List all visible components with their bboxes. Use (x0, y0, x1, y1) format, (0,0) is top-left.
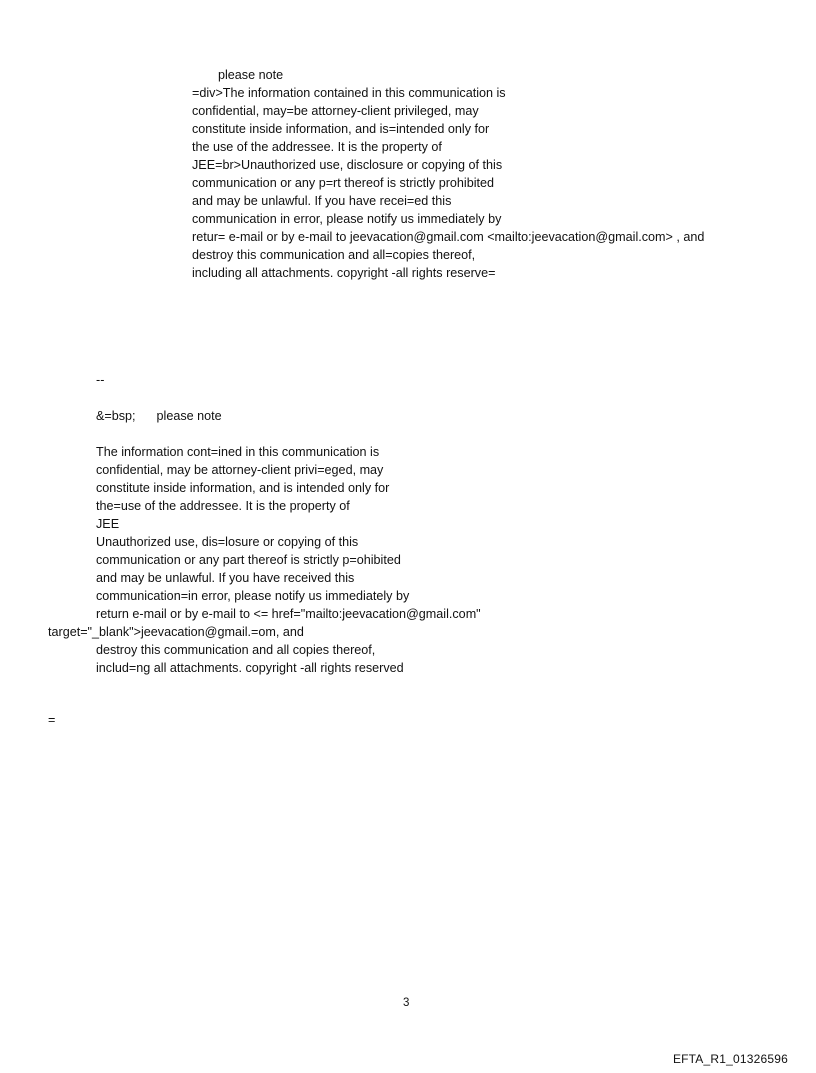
block2-line: JEE (96, 517, 120, 531)
block1-line: and may be unlawful. If you have recei=ed this (192, 194, 452, 208)
block1-line: the use of the addressee. It is the property of (192, 140, 442, 154)
signature-separator: -- (96, 373, 105, 387)
document-id: EFTA_R1_01326596 (672, 1052, 788, 1066)
block1-line-email: retur= e-mail or by e-mail to jeevacation@gmail.com <mailto:jeevacation@gmail.com> , and (192, 230, 705, 244)
block2-line: communication=in error, please notify us immediately by (96, 589, 410, 603)
block1-line: communication or any p=rt thereof is strictly prohibited (192, 176, 495, 190)
block2-line-email-target: target="_blank">jeevacation@gmail.=om, and (48, 625, 304, 639)
block2-line-email: return e-mail or by e-mail to <= href="mailto:jeevacation@gmail.com" (96, 607, 481, 621)
block1-line: JEE=br>Unauthorized use, disclosure or copying of this (192, 158, 503, 172)
block2-line: the=use of the addressee. It is the property of (96, 499, 350, 513)
block2-line: constitute inside information, and is intended only for (96, 481, 390, 495)
block1-line: please note (218, 68, 284, 82)
block2-line: destroy this communication and all copies thereof, (96, 643, 376, 657)
page-number: 3 (403, 997, 410, 1009)
block2-line: communication or any part thereof is strictly p=ohibited (96, 553, 401, 567)
block1-line: destroy this communication and all=copies thereof, (192, 248, 476, 262)
block2-line: includ=ng all attachments. copyright -all rights reserved (96, 661, 404, 675)
block1-line: communication in error, please notify us immediately by (192, 212, 502, 226)
block2-line: and may be unlawful. If you have received this (96, 571, 355, 585)
block2-line: Unauthorized use, dis=losure or copying of this (96, 535, 359, 549)
block2-line: The information cont=ined in this communication is (96, 445, 380, 459)
block2-heading: &=bsp; please note (96, 409, 222, 423)
block1-line: confidential, may=be attorney-client privileged, may (192, 104, 479, 118)
block1-line: including all attachments. copyright -all rights reserve= (192, 266, 496, 280)
block1-line: =div>The information contained in this communication is (192, 86, 506, 100)
block1-line: constitute inside information, and is=intended only for (192, 122, 490, 136)
block2-line: confidential, may be attorney-client privi=eged, may (96, 463, 384, 477)
trailing-equals: = (48, 713, 56, 727)
